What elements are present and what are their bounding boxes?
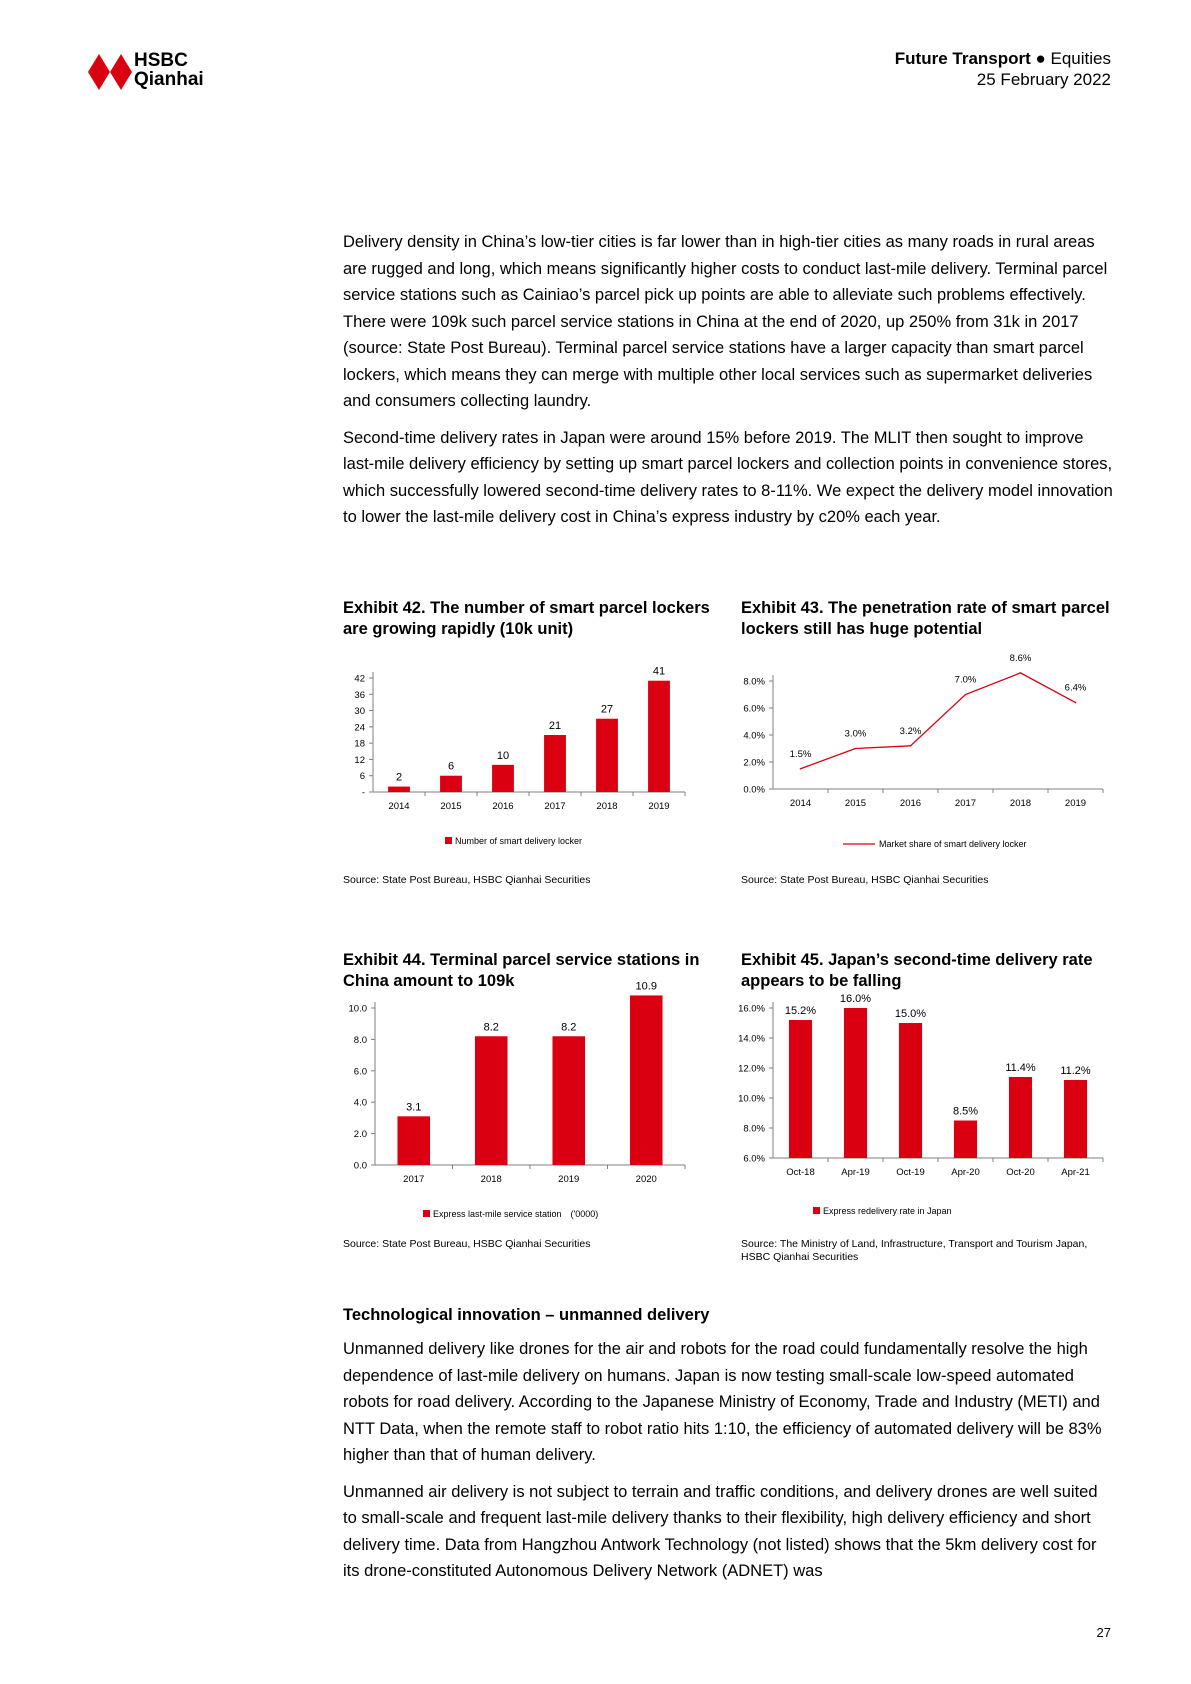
x-tick-label: 2015 <box>844 798 867 809</box>
exhibit-44-chart <box>335 980 695 1226</box>
x-tick-label: 2018 <box>596 801 618 812</box>
bar <box>630 995 663 1165</box>
data-label: 10 <box>496 749 510 762</box>
data-point <box>855 748 857 750</box>
bar <box>899 1023 922 1158</box>
data-label: 10.9 <box>635 980 657 993</box>
exhibit-44 <box>343 950 713 992</box>
paragraph: Second-time delivery rates in Japan were around 15% before 2019. The MLIT then sought to improve last-mile delivery efficiency by setting up smart parcel lockers and collection points in convenience stores, which successfully lowered second-time delivery rates to 8-11%. We expect the delivery model innovation to lower the last-mile delivery cost in China’s express industry by c20% each year. <box>343 428 1113 526</box>
legend-swatch <box>423 1210 430 1217</box>
y-tick-label: 12.0% <box>738 1063 765 1075</box>
exhibit-42 <box>343 598 713 640</box>
page-number: 27 <box>1096 1625 1111 1640</box>
data-label: 6.4% <box>1064 682 1087 694</box>
title-separator: ● <box>1030 49 1051 68</box>
hsbc-qianhai-logo <box>88 51 248 93</box>
x-tick-label: 2019 <box>1064 798 1087 809</box>
y-tick-label: 10.0% <box>738 1093 765 1105</box>
report-date: 25 February 2022 <box>976 70 1111 89</box>
x-tick-label: 2018 <box>1009 798 1032 809</box>
x-tick-label: 2017 <box>954 798 977 809</box>
logo-wordmark <box>134 51 204 89</box>
data-label: 27 <box>600 703 614 716</box>
data-label: 11.4% <box>1005 1062 1036 1074</box>
y-tick-label: 30 <box>354 706 365 718</box>
intro-text <box>343 229 1115 541</box>
y-tick-label: - <box>361 787 365 799</box>
data-label: 6 <box>447 760 455 773</box>
exhibit-43-source: Source: State Post Bureau, HSBC Qianhai Securities <box>741 874 989 886</box>
bar <box>440 776 462 792</box>
y-tick-label: 14.0% <box>738 1033 765 1045</box>
y-tick-label: 0.0% <box>743 784 765 796</box>
exhibit-45-source: Source: The Ministry of Land, Infrastructure, Transport and Tourism Japan, HSBC Qianhai Securities <box>741 1238 1088 1263</box>
report-series: Future Transport <box>894 49 1031 68</box>
legend-label: Market share of smart delivery locker <box>879 839 1027 849</box>
legend-swatch <box>445 837 452 844</box>
x-tick-label: 2019 <box>558 1174 580 1185</box>
y-tick-label: 42 <box>354 673 365 685</box>
exhibit-title: Exhibit 42. The number of smart parcel lockers are growing rapidly (10k unit) <box>343 599 710 638</box>
data-label: 2 <box>395 771 403 784</box>
y-tick-label: 2.0% <box>743 757 765 769</box>
x-tick-label: 2017 <box>544 801 566 812</box>
legend-label: Express last-mile service station ('0000) <box>433 1209 599 1219</box>
bar <box>1064 1080 1087 1158</box>
data-label: 1.5% <box>789 748 812 760</box>
bar <box>596 719 618 792</box>
x-tick-label: 2017 <box>403 1174 425 1185</box>
x-tick-label: Oct-18 <box>786 1167 815 1178</box>
y-tick-label: 6.0% <box>743 703 765 715</box>
report-title <box>895 48 1111 69</box>
data-label: 21 <box>548 720 562 732</box>
bar <box>1009 1077 1032 1158</box>
y-tick-label: 2.0 <box>353 1129 367 1141</box>
y-tick-label: 6.0 <box>353 1066 367 1078</box>
data-label: 8.6% <box>1009 652 1032 664</box>
legend-label: Number of smart delivery locker <box>455 836 583 846</box>
x-tick-label: 2014 <box>789 798 812 809</box>
data-point <box>1075 702 1077 704</box>
x-tick-label: Apr-20 <box>951 1167 980 1178</box>
series-line <box>801 673 1076 769</box>
unmanned-delivery-section <box>343 1304 1115 1595</box>
hsbc-hexagon-icon <box>88 54 132 90</box>
x-tick-label: 2014 <box>388 801 410 812</box>
legend-swatch <box>813 1207 820 1214</box>
y-tick-label: 8.0% <box>743 676 765 688</box>
exhibit-45-chart <box>733 993 1113 1226</box>
y-tick-label: 18 <box>354 738 365 750</box>
y-tick-label: 16.0% <box>738 1003 765 1015</box>
bar <box>552 1036 585 1165</box>
legend-label: Express redelivery rate in Japan <box>823 1206 952 1216</box>
x-tick-label: 2015 <box>440 801 462 812</box>
data-label: 3.2% <box>899 725 922 737</box>
bar <box>648 681 670 792</box>
x-tick-label: Oct-20 <box>1006 1167 1035 1178</box>
y-tick-label: 36 <box>354 689 365 701</box>
data-label: 15.0% <box>894 1008 927 1020</box>
data-label: 3.1 <box>406 1101 422 1114</box>
data-label: 7.0% <box>954 674 977 686</box>
page-header <box>895 48 1111 90</box>
data-label: 15.2% <box>784 1005 817 1017</box>
x-tick-label: 2020 <box>635 1174 657 1185</box>
paragraph: Delivery density in China’s low-tier cities is far lower than in high-tier cities as many roads in rural areas are rugged and long, which means significantly higher costs to conduct last-mile delivery. Terminal parcel service stations such as Cainiao’s parcel pick up points are able to alleviate such problems effectively. There were 109k such parcel service stations in China at the end of 2020, up 250% from 31k in 2017 (source: State Post Bureau). Terminal parcel service stations have a larger capacity than smart parcel lockers, which means they can merge with multiple other local services such as supermarket deliveries and consumers collecting laundry. <box>343 233 1108 410</box>
x-tick-label: 2019 <box>648 801 670 812</box>
y-tick-label: 10.0 <box>348 1003 367 1015</box>
data-point <box>800 768 802 770</box>
bar <box>954 1121 977 1159</box>
data-point <box>1020 672 1022 674</box>
x-tick-label: 2016 <box>899 798 922 809</box>
exhibit-43 <box>741 598 1111 640</box>
logo-line-2: Qianhai <box>134 69 204 90</box>
bar <box>388 787 410 792</box>
data-label: 41 <box>652 665 666 678</box>
y-tick-label: 6 <box>359 771 365 783</box>
x-tick-label: Oct-19 <box>896 1167 925 1178</box>
exhibit-43-chart <box>733 645 1113 865</box>
data-label: 11.2% <box>1060 1065 1091 1077</box>
data-label: 3.0% <box>844 728 867 740</box>
exhibit-title: Exhibit 45. Japan’s second-time delivery rate appears to be falling <box>741 951 1093 990</box>
exhibit-title: Exhibit 43. The penetration rate of smart parcel lockers still has huge potential <box>741 599 1110 638</box>
data-label: 16.0% <box>839 993 872 1005</box>
data-point <box>965 694 967 696</box>
bar <box>789 1020 812 1158</box>
bar <box>544 735 566 792</box>
data-label: 8.2 <box>483 1021 499 1034</box>
y-tick-label: 0.0 <box>353 1160 367 1172</box>
report-category: Equities <box>1050 49 1111 68</box>
bar <box>475 1036 508 1165</box>
y-tick-label: 12 <box>354 754 365 766</box>
exhibit-44-source: Source: State Post Bureau, HSBC Qianhai Securities <box>343 1238 591 1250</box>
y-tick-label: 6.0% <box>743 1153 765 1165</box>
bar <box>492 765 514 792</box>
bar <box>397 1116 430 1165</box>
data-point <box>910 745 912 747</box>
paragraph: Unmanned air delivery is not subject to terrain and traffic conditions, and delivery drones are well suited to small-scale and frequent last-mile delivery thanks to their flexibility, high delivery efficiency and short delivery time. Data from Hangzhou Antwork Technology (not listed) shows that the 5km delivery cost for its drone-constituted Autonomous Delivery Network (ADNET) was <box>343 1482 1098 1580</box>
exhibit-42-chart <box>335 650 695 860</box>
bar <box>844 1008 867 1158</box>
logo-line-1: HSBC <box>134 50 188 71</box>
data-label: 8.2 <box>561 1021 577 1034</box>
y-tick-label: 8.0 <box>353 1034 367 1046</box>
y-tick-label: 8.0% <box>743 1123 765 1135</box>
exhibit-42-source: Source: State Post Bureau, HSBC Qianhai Securities <box>343 874 591 886</box>
x-tick-label: 2016 <box>492 801 514 812</box>
x-tick-label: 2018 <box>480 1174 502 1185</box>
section-heading: Technological innovation – unmanned delivery <box>343 1306 710 1324</box>
exhibit-45 <box>741 950 1111 992</box>
y-tick-label: 24 <box>354 722 365 734</box>
data-label: 8.5% <box>952 1105 979 1118</box>
x-tick-label: Apr-21 <box>1061 1167 1090 1178</box>
y-tick-label: 4.0% <box>743 730 765 742</box>
x-tick-label: Apr-19 <box>841 1167 870 1178</box>
y-tick-label: 4.0 <box>353 1097 367 1109</box>
paragraph: Unmanned delivery like drones for the air and robots for the road could fundamentally resolve the high dependence of last-mile delivery on humans. Japan is now testing small-scale low-speed automated robots for road delivery. According to the Japanese Ministry of Economy, Trade and Industry (METI) and NTT Data, when the remote staff to robot ratio hits 1:10, the efficiency of automated delivery will be 83% higher than that of human delivery. <box>343 1340 1102 1464</box>
exhibit-title: Exhibit 44. Terminal parcel service stations in China amount to 109k <box>343 951 700 990</box>
